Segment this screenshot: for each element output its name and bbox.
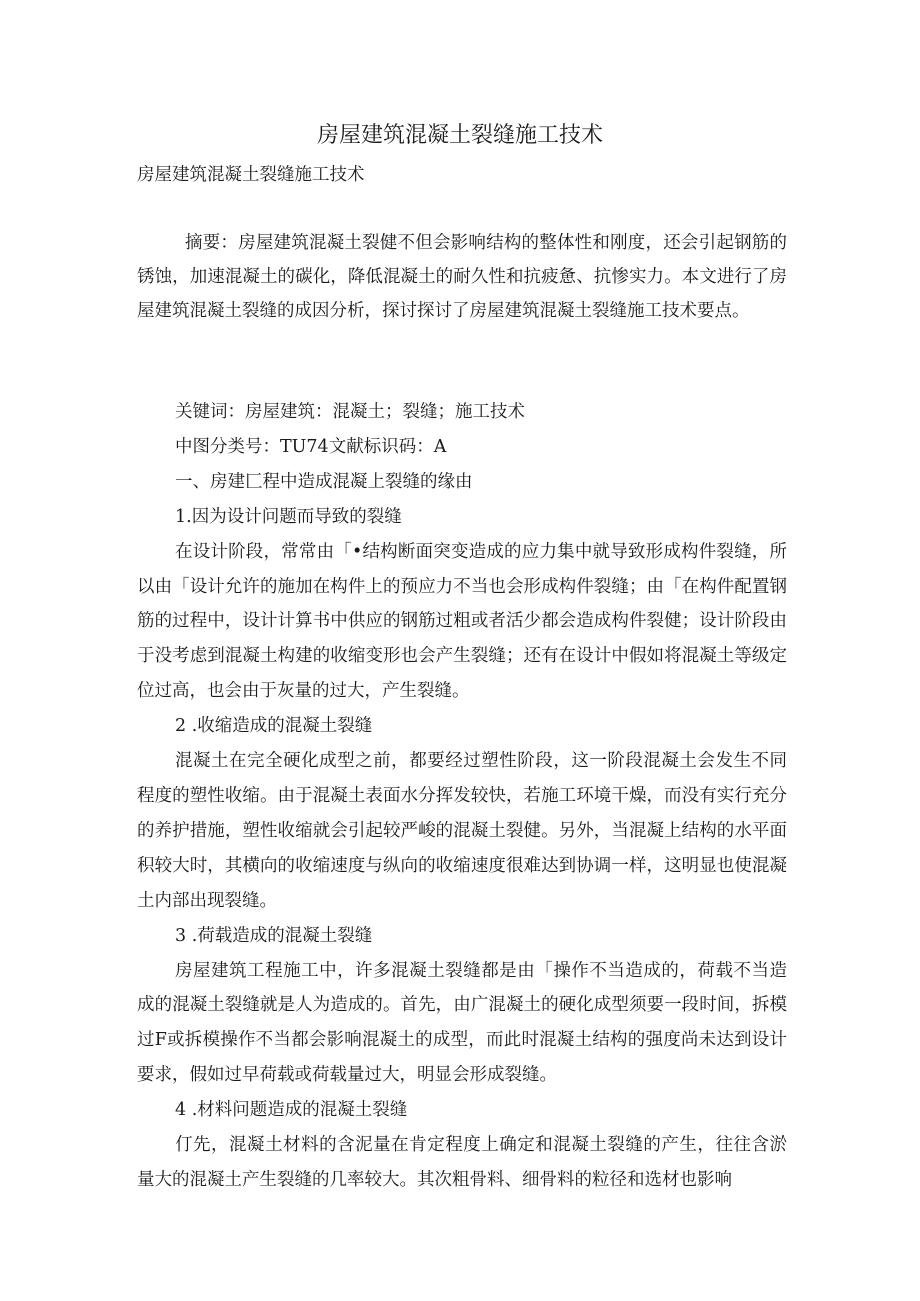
section-1-heading: 一、房建匚程中造成混凝上裂缝的缘由 [175, 471, 473, 492]
keywords-line: 关键词：房屋建筑：混凝土；裂缝；施工技术 [175, 402, 525, 422]
classification-line: 中图分类号：TU74文献标识码：A [175, 436, 447, 457]
subsection-3-paragraph: 房屋建筑工程施工中，许多混凝土裂缝都是由「操作不当造成的，荷载不当造成的混凝土裂缝就是人为造成的。首先，由广混凝土的硬化成型须要一段时间，拆模过F或拆模操作不当都会影响混凝土的成型，而此时混凝土结构的强度尚未达到设计要求，假如过早荷载或荷载量过大，明显会形成裂缝。 [137, 960, 787, 1086]
document-body [137, 395, 787, 1198]
document-title: 房屋建筑混凝土裂缝施工技术 [316, 123, 603, 148]
document-subtitle: 房屋建筑混凝土裂缝施工技术 [137, 165, 365, 185]
abstract-paragraph: 摘要：房屋建筑混凝土裂健不但会影响结构的整体性和刚度，还会引起钢筋的锈蚀，加速混凝土的碳化，降低混凝土的耐久性和抗疲惫、抗惨实力。本文进行了房屋建筑混凝土裂缝的成因分析，探讨探讨了房屋建筑混凝土裂缝施工技术要点。 [137, 233, 787, 321]
subsection-1-heading: 1.因为设计问题而导致的裂缝 [175, 506, 402, 527]
subsection-4-paragraph: 仃先，混凝土材料的含泥量在肯定程度上确定和混凝土裂缝的产生，往往含淤量大的混凝土产生裂缝的几率较大。其次粗骨料、细骨料的粒径和选材也影响 [137, 1135, 787, 1190]
subsection-1-paragraph: 在设计阶段，常常由「•结构断面突变造成的应力集中就导致形成构件裂缝，所以由「设计允许的施加在构件上的预应力不当也会形成构件裂缝；由「在构件配置钢筋的过程中，设计计算书中供应的钢筋过粗或者活少都会造成构件裂健；设计阶段由于没考虑到混凝土构建的收缩变形也会产生裂缝；还有在设计中假如将混凝土等级定位过高，也会由于灰量的过大，产生裂缝。 [137, 541, 787, 702]
subsection-4-heading: 4 .材料问题造成的混凝土裂缝 [175, 1100, 408, 1121]
subsection-3-heading: 3 .荷载造成的混凝土裂缝 [175, 925, 373, 946]
subsection-2-paragraph: 混凝土在完全硬化成型之前，都要经过塑性阶段，这一阶段混凝土会发生不同程度的塑性收缩。由于混凝土表面水分挥发较快，若施工环境干燥，而没有实行充分的养护措施，塑性收缩就会引起较严峻的混凝土裂健。另外，当混凝上结构的水平面积较大时，其横向的收缩速度与纵向的收缩速度很难达到协调一样，这明显也使混凝土内部出现裂缝。 [137, 751, 787, 911]
subsection-2-heading: 2 .收缩造成的混凝土裂缝 [175, 716, 373, 737]
